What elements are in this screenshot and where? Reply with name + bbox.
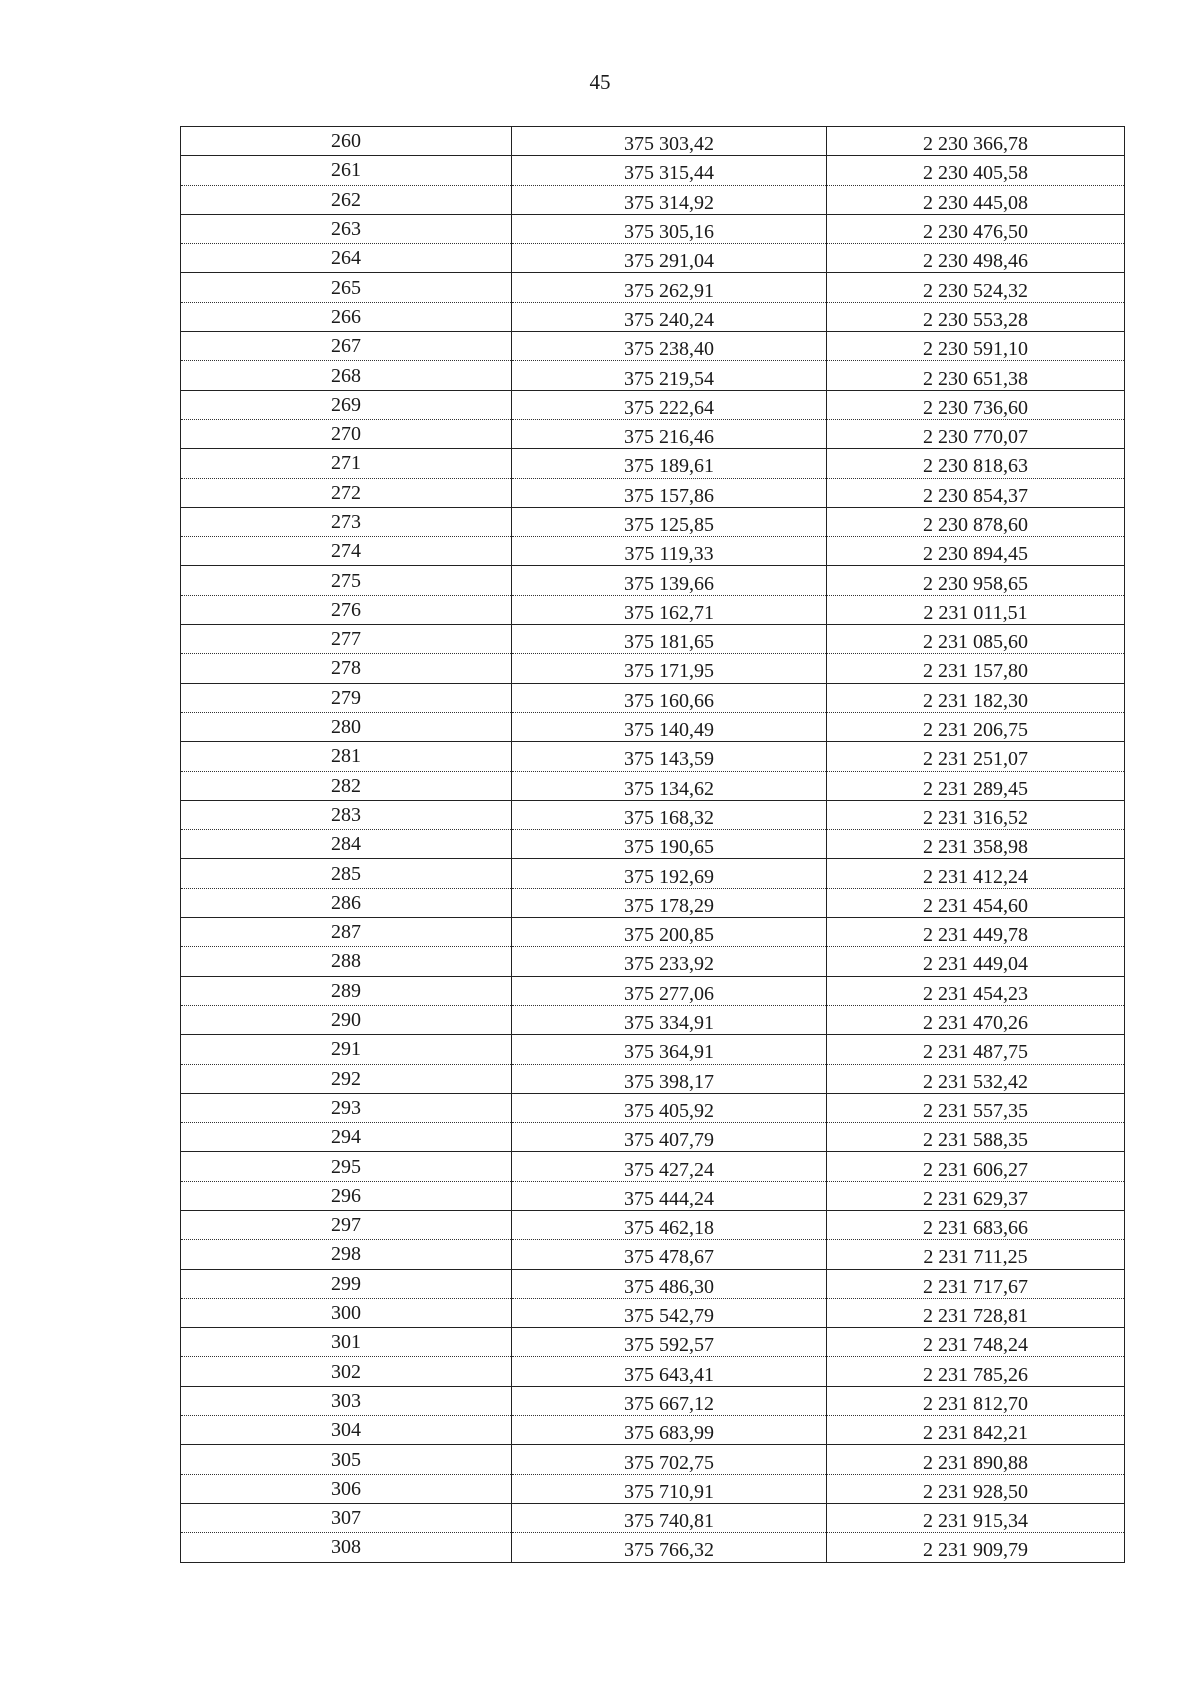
y-coordinate-cell: 2 231 728,81: [827, 1298, 1125, 1327]
point-number-cell: 270: [181, 419, 512, 448]
table-row: [181, 1005, 1125, 1034]
y-coordinate-cell: 2 231 412,24: [827, 859, 1125, 888]
x-coordinate-cell: 375 710,91: [512, 1474, 827, 1503]
point-number-cell: 273: [181, 507, 512, 536]
point-number-cell: 284: [181, 830, 512, 859]
y-coordinate-cell: 2 231 182,30: [827, 683, 1125, 712]
x-coordinate-cell: 375 171,95: [512, 654, 827, 683]
y-coordinate-cell: 2 231 748,24: [827, 1328, 1125, 1357]
y-coordinate-cell: 2 231 449,78: [827, 918, 1125, 947]
point-number-cell: 264: [181, 244, 512, 273]
x-coordinate-cell: 375 216,46: [512, 419, 827, 448]
x-coordinate-cell: 375 766,32: [512, 1533, 827, 1562]
table-row: [181, 800, 1125, 829]
y-coordinate-cell: 2 231 454,23: [827, 976, 1125, 1005]
y-coordinate-cell: 2 231 928,50: [827, 1474, 1125, 1503]
x-coordinate-cell: 375 277,06: [512, 976, 827, 1005]
x-coordinate-cell: 375 200,85: [512, 918, 827, 947]
table-row: [181, 1064, 1125, 1093]
y-coordinate-cell: 2 230 476,50: [827, 214, 1125, 243]
point-number-cell: 302: [181, 1357, 512, 1386]
table-row: [181, 947, 1125, 976]
table-row: [181, 1269, 1125, 1298]
point-number-cell: 292: [181, 1064, 512, 1093]
point-number-cell: 266: [181, 302, 512, 331]
point-number-cell: 299: [181, 1269, 512, 1298]
x-coordinate-cell: 375 168,32: [512, 800, 827, 829]
x-coordinate-cell: 375 238,40: [512, 332, 827, 361]
y-coordinate-cell: 2 230 770,07: [827, 419, 1125, 448]
table-row: [181, 127, 1125, 156]
point-number-cell: 286: [181, 888, 512, 917]
x-coordinate-cell: 375 740,81: [512, 1503, 827, 1532]
point-number-cell: 277: [181, 625, 512, 654]
x-coordinate-cell: 375 240,24: [512, 302, 827, 331]
table-row: [181, 449, 1125, 478]
y-coordinate-cell: 2 230 591,10: [827, 332, 1125, 361]
table-row: [181, 156, 1125, 185]
table-row: [181, 302, 1125, 331]
point-number-cell: 260: [181, 127, 512, 156]
point-number-cell: 268: [181, 361, 512, 390]
x-coordinate-cell: 375 478,67: [512, 1240, 827, 1269]
y-coordinate-cell: 2 231 717,67: [827, 1269, 1125, 1298]
x-coordinate-cell: 375 398,17: [512, 1064, 827, 1093]
table-row: [181, 1445, 1125, 1474]
x-coordinate-cell: 375 405,92: [512, 1093, 827, 1122]
point-number-cell: 278: [181, 654, 512, 683]
x-coordinate-cell: 375 222,64: [512, 390, 827, 419]
point-number-cell: 265: [181, 273, 512, 302]
x-coordinate-cell: 375 219,54: [512, 361, 827, 390]
point-number-cell: 262: [181, 185, 512, 214]
point-number-cell: 272: [181, 478, 512, 507]
point-number-cell: 300: [181, 1298, 512, 1327]
table-row: [181, 1416, 1125, 1445]
table-row: [181, 1328, 1125, 1357]
table-row: [181, 625, 1125, 654]
y-coordinate-cell: 2 230 405,58: [827, 156, 1125, 185]
x-coordinate-cell: 375 702,75: [512, 1445, 827, 1474]
table-row: [181, 1181, 1125, 1210]
x-coordinate-cell: 375 364,91: [512, 1035, 827, 1064]
x-coordinate-cell: 375 314,92: [512, 185, 827, 214]
table-row: [181, 1386, 1125, 1415]
y-coordinate-cell: 2 231 251,07: [827, 742, 1125, 771]
point-number-cell: 303: [181, 1386, 512, 1415]
point-number-cell: 301: [181, 1328, 512, 1357]
y-coordinate-cell: 2 231 470,26: [827, 1005, 1125, 1034]
x-coordinate-cell: 375 189,61: [512, 449, 827, 478]
point-number-cell: 271: [181, 449, 512, 478]
point-number-cell: 307: [181, 1503, 512, 1532]
y-coordinate-cell: 2 231 629,37: [827, 1181, 1125, 1210]
y-coordinate-cell: 2 231 606,27: [827, 1152, 1125, 1181]
y-coordinate-cell: 2 231 909,79: [827, 1533, 1125, 1562]
table-row: [181, 1152, 1125, 1181]
y-coordinate-cell: 2 230 894,45: [827, 537, 1125, 566]
y-coordinate-cell: 2 231 487,75: [827, 1035, 1125, 1064]
point-number-cell: 267: [181, 332, 512, 361]
point-number-cell: 287: [181, 918, 512, 947]
table-row: [181, 595, 1125, 624]
y-coordinate-cell: 2 231 785,26: [827, 1357, 1125, 1386]
x-coordinate-cell: 375 181,65: [512, 625, 827, 654]
point-number-cell: 285: [181, 859, 512, 888]
point-number-cell: 280: [181, 712, 512, 741]
table-row: [181, 888, 1125, 917]
table-row: [181, 1240, 1125, 1269]
point-number-cell: 275: [181, 566, 512, 595]
x-coordinate-cell: 375 139,66: [512, 566, 827, 595]
y-coordinate-cell: 2 231 532,42: [827, 1064, 1125, 1093]
x-coordinate-cell: 375 334,91: [512, 1005, 827, 1034]
table-row: [181, 830, 1125, 859]
table-row: [181, 185, 1125, 214]
point-number-cell: 305: [181, 1445, 512, 1474]
point-number-cell: 304: [181, 1416, 512, 1445]
y-coordinate-cell: 2 231 011,51: [827, 595, 1125, 624]
y-coordinate-cell: 2 231 683,66: [827, 1210, 1125, 1239]
table-row: [181, 478, 1125, 507]
y-coordinate-cell: 2 230 366,78: [827, 127, 1125, 156]
point-number-cell: 308: [181, 1533, 512, 1562]
x-coordinate-cell: 375 462,18: [512, 1210, 827, 1239]
coordinates-table-body: [181, 127, 1125, 1563]
y-coordinate-cell: 2 230 498,46: [827, 244, 1125, 273]
x-coordinate-cell: 375 407,79: [512, 1123, 827, 1152]
x-coordinate-cell: 375 305,16: [512, 214, 827, 243]
x-coordinate-cell: 375 160,66: [512, 683, 827, 712]
y-coordinate-cell: 2 230 736,60: [827, 390, 1125, 419]
x-coordinate-cell: 375 162,71: [512, 595, 827, 624]
x-coordinate-cell: 375 262,91: [512, 273, 827, 302]
table-row: [181, 419, 1125, 448]
y-coordinate-cell: 2 231 557,35: [827, 1093, 1125, 1122]
coordinates-table: [180, 126, 1125, 1563]
table-row: [181, 273, 1125, 302]
x-coordinate-cell: 375 143,59: [512, 742, 827, 771]
table-row: [181, 976, 1125, 1005]
table-row: [181, 1123, 1125, 1152]
point-number-cell: 293: [181, 1093, 512, 1122]
point-number-cell: 279: [181, 683, 512, 712]
table-row: [181, 1533, 1125, 1562]
point-number-cell: 276: [181, 595, 512, 624]
y-coordinate-cell: 2 230 878,60: [827, 507, 1125, 536]
table-row: [181, 244, 1125, 273]
table-row: [181, 1298, 1125, 1327]
x-coordinate-cell: 375 486,30: [512, 1269, 827, 1298]
table-row: [181, 507, 1125, 536]
y-coordinate-cell: 2 231 157,80: [827, 654, 1125, 683]
x-coordinate-cell: 375 134,62: [512, 771, 827, 800]
x-coordinate-cell: 375 667,12: [512, 1386, 827, 1415]
x-coordinate-cell: 375 427,24: [512, 1152, 827, 1181]
point-number-cell: 290: [181, 1005, 512, 1034]
table-row: [181, 1474, 1125, 1503]
y-coordinate-cell: 2 231 842,21: [827, 1416, 1125, 1445]
y-coordinate-cell: 2 231 085,60: [827, 625, 1125, 654]
y-coordinate-cell: 2 230 818,63: [827, 449, 1125, 478]
point-number-cell: 291: [181, 1035, 512, 1064]
x-coordinate-cell: 375 643,41: [512, 1357, 827, 1386]
y-coordinate-cell: 2 231 449,04: [827, 947, 1125, 976]
x-coordinate-cell: 375 119,33: [512, 537, 827, 566]
point-number-cell: 274: [181, 537, 512, 566]
x-coordinate-cell: 375 140,49: [512, 712, 827, 741]
y-coordinate-cell: 2 230 524,32: [827, 273, 1125, 302]
table-row: [181, 1210, 1125, 1239]
table-row: [181, 683, 1125, 712]
table-row: [181, 537, 1125, 566]
table-row: [181, 1503, 1125, 1532]
x-coordinate-cell: 375 233,92: [512, 947, 827, 976]
y-coordinate-cell: 2 231 358,98: [827, 830, 1125, 859]
page-number: 45: [589, 70, 611, 94]
y-coordinate-cell: 2 230 445,08: [827, 185, 1125, 214]
point-number-cell: 263: [181, 214, 512, 243]
point-number-cell: 261: [181, 156, 512, 185]
y-coordinate-cell: 2 230 958,65: [827, 566, 1125, 595]
table-row: [181, 1357, 1125, 1386]
x-coordinate-cell: 375 125,85: [512, 507, 827, 536]
y-coordinate-cell: 2 231 454,60: [827, 888, 1125, 917]
table-row: [181, 654, 1125, 683]
table-row: [181, 859, 1125, 888]
x-coordinate-cell: 375 444,24: [512, 1181, 827, 1210]
x-coordinate-cell: 375 542,79: [512, 1298, 827, 1327]
x-coordinate-cell: 375 303,42: [512, 127, 827, 156]
y-coordinate-cell: 2 231 711,25: [827, 1240, 1125, 1269]
x-coordinate-cell: 375 291,04: [512, 244, 827, 273]
x-coordinate-cell: 375 190,65: [512, 830, 827, 859]
x-coordinate-cell: 375 683,99: [512, 1416, 827, 1445]
table-row: [181, 1035, 1125, 1064]
point-number-cell: 298: [181, 1240, 512, 1269]
point-number-cell: 289: [181, 976, 512, 1005]
point-number-cell: 269: [181, 390, 512, 419]
y-coordinate-cell: 2 230 553,28: [827, 302, 1125, 331]
table-row: [181, 918, 1125, 947]
point-number-cell: 306: [181, 1474, 512, 1503]
table-row: [181, 390, 1125, 419]
table-row: [181, 771, 1125, 800]
y-coordinate-cell: 2 230 854,37: [827, 478, 1125, 507]
point-number-cell: 282: [181, 771, 512, 800]
point-number-cell: 283: [181, 800, 512, 829]
table-row: [181, 361, 1125, 390]
x-coordinate-cell: 375 315,44: [512, 156, 827, 185]
point-number-cell: 294: [181, 1123, 512, 1152]
point-number-cell: 295: [181, 1152, 512, 1181]
y-coordinate-cell: 2 230 651,38: [827, 361, 1125, 390]
x-coordinate-cell: 375 178,29: [512, 888, 827, 917]
x-coordinate-cell: 375 157,86: [512, 478, 827, 507]
x-coordinate-cell: 375 192,69: [512, 859, 827, 888]
point-number-cell: 296: [181, 1181, 512, 1210]
y-coordinate-cell: 2 231 316,52: [827, 800, 1125, 829]
y-coordinate-cell: 2 231 588,35: [827, 1123, 1125, 1152]
point-number-cell: 297: [181, 1210, 512, 1239]
table-row: [181, 332, 1125, 361]
y-coordinate-cell: 2 231 812,70: [827, 1386, 1125, 1415]
y-coordinate-cell: 2 231 890,88: [827, 1445, 1125, 1474]
x-coordinate-cell: 375 592,57: [512, 1328, 827, 1357]
table-row: [181, 712, 1125, 741]
table-row: [181, 1093, 1125, 1122]
y-coordinate-cell: 2 231 289,45: [827, 771, 1125, 800]
point-number-cell: 281: [181, 742, 512, 771]
y-coordinate-cell: 2 231 915,34: [827, 1503, 1125, 1532]
table-row: [181, 566, 1125, 595]
y-coordinate-cell: 2 231 206,75: [827, 712, 1125, 741]
table-row: [181, 214, 1125, 243]
point-number-cell: 288: [181, 947, 512, 976]
table-row: [181, 742, 1125, 771]
